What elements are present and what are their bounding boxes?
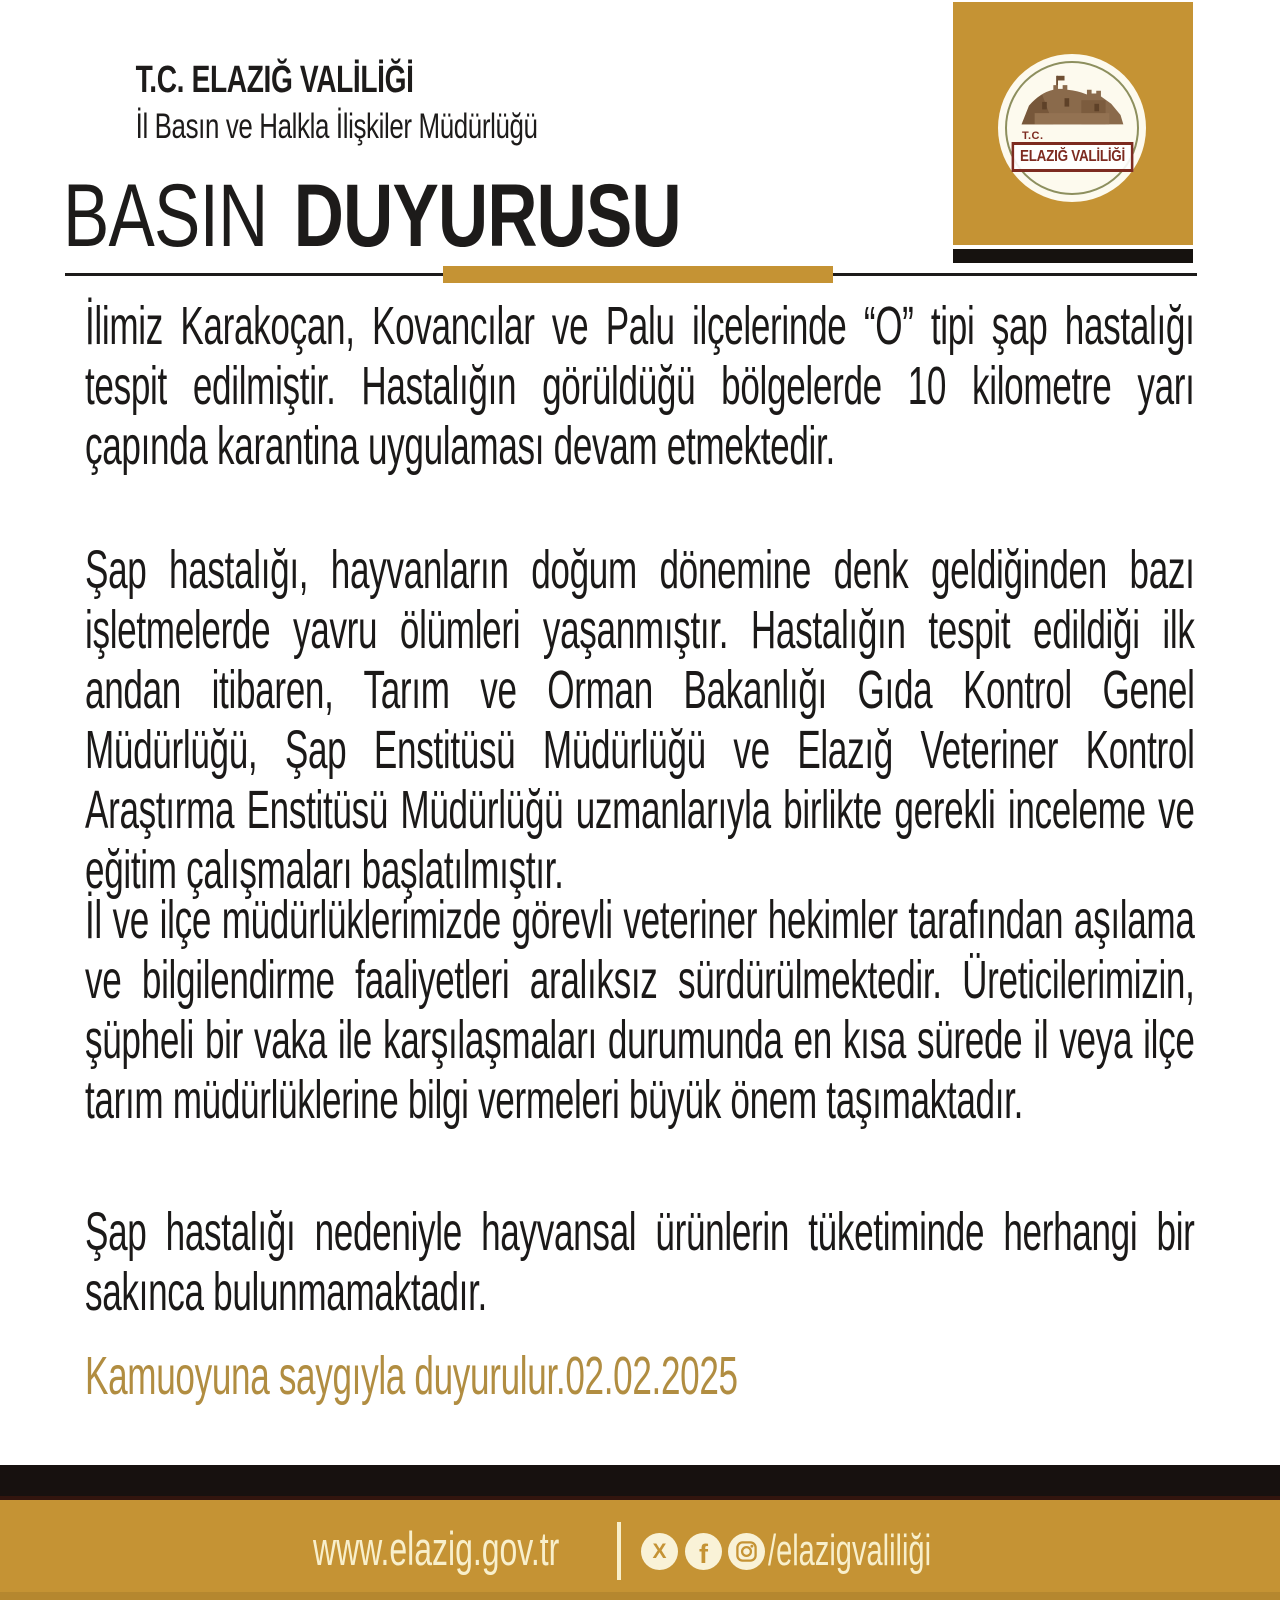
- facebook-icon-glyph: f: [699, 1539, 708, 1569]
- logo-label-row: [998, 142, 1146, 172]
- closing-line-text: Kamuoyuna saygıyla duyurulur.02.02.2025: [85, 1346, 738, 1406]
- page-title-bold: DUYURUSU: [293, 165, 681, 265]
- instagram-camera-icon: [735, 1540, 758, 1563]
- press-paragraph-1-text: İlimiz Karakoçan, Kovancılar ve Palu ilçelerinde “O” tipi şap hastalığı tespit edilmiştir. Hastalığın görüldüğü bölgelerde 10 kilometre yarı çapında karantina uygulaması devam etmektedir.: [85, 296, 1195, 476]
- footer-bottom-shade: [0, 1592, 1280, 1600]
- logo-box: [953, 2, 1193, 245]
- instagram-icon[interactable]: [728, 1533, 765, 1570]
- logo-tc-label: T.C.: [1022, 130, 1044, 142]
- press-paragraph-2: [85, 540, 1195, 900]
- header-org-block: [65, 58, 608, 148]
- logo-name-label: ELAZIĞ VALİLİĞİ: [1011, 142, 1133, 172]
- org-title: T.C. ELAZIĞ VALİLİĞİ: [135, 59, 414, 101]
- footer-black-strip: [0, 1465, 1280, 1500]
- logo-black-strip: [953, 249, 1193, 263]
- closing-line: [85, 1346, 1089, 1406]
- x-icon-glyph: X: [652, 1539, 667, 1563]
- social-handle[interactable]: /elazigvaliliği: [768, 1526, 932, 1575]
- press-paragraph-4: [85, 1202, 1195, 1322]
- org-subtitle: İl Basın ve Halkla İlişkiler Müdürlüğü: [135, 107, 538, 146]
- press-paragraph-4-text: Şap hastalığı nedeniyle hayvansal ürünlerin tüketiminde herhangi bir sakınca bulunmamaktadır.: [85, 1202, 1195, 1322]
- page-title: [63, 165, 681, 265]
- press-paragraph-3-text: İl ve ilçe müdürlüklerimizde görevli veteriner hekimler tarafından aşılama ve bilgilendirme faaliyetleri aralıksız sürdürülmektedir. Üreticilerimizin, şüpheli bir vaka ile karşılaşmaları durumunda en kısa sürede il veya ilçe tarım müdürlüklerine bilgi vermeleri büyük önem taşımaktadır.: [85, 890, 1195, 1130]
- website-link[interactable]: www.elazig.gov.tr: [313, 1522, 560, 1575]
- press-paragraph-2-text: Şap hastalığı, hayvanların doğum dönemine denk geldiğinden bazı işletmelerde yavru ölümleri yaşanmıştır. Hastalığın tespit edildiği ilk andan itibaren, Tarım ve Orman Bakanlığı Gıda Kontrol Genel Müdürlüğü, Şap Enstitüsü Müdürlüğü ve Elazığ Veteriner Kontrol Araştırma Enstitüsü Müdürlüğü uzmanlarıyla birlikte gerekli inceleme ve eğitim çalışmaları başlatılmıştır.: [85, 540, 1195, 900]
- page-title-regular: BASIN: [63, 165, 268, 265]
- x-icon[interactable]: [641, 1533, 678, 1570]
- facebook-icon[interactable]: [685, 1533, 722, 1570]
- footer-divider: [617, 1522, 621, 1580]
- press-paragraph-1: [85, 296, 1195, 476]
- logo-circle: [998, 54, 1146, 202]
- press-paragraph-3: [85, 890, 1195, 1130]
- harput-castle-icon: [1016, 72, 1128, 130]
- title-divider-gold-accent: [443, 266, 833, 283]
- footer: [0, 1500, 1280, 1600]
